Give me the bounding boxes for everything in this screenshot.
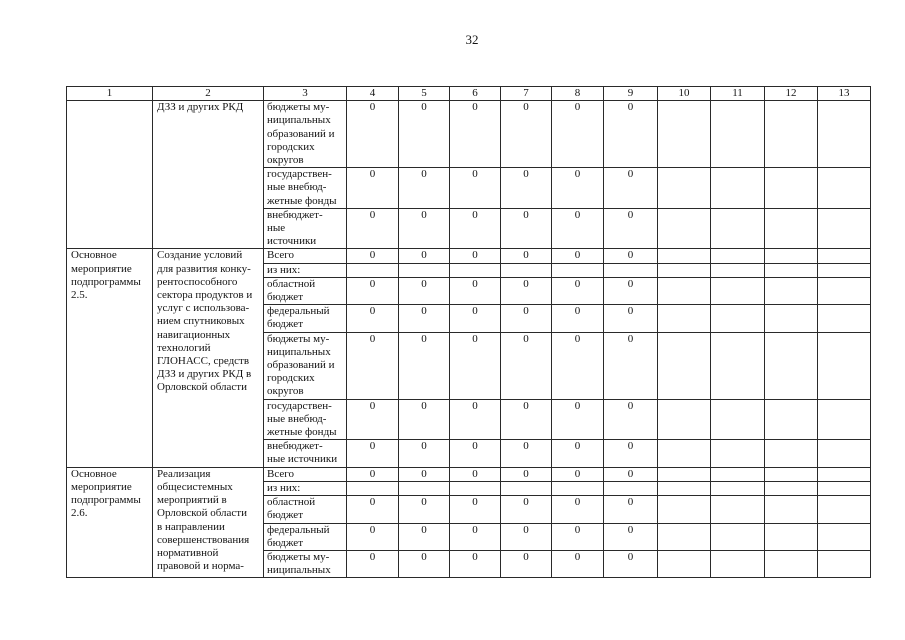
value-cell: 0 [501,496,552,523]
funding-source-cell: бюджеты му- ниципальных [264,550,347,577]
value-cell [765,208,818,249]
column-number-cell: 4 [347,87,399,101]
funding-source-cell: из них: [264,263,347,277]
value-cell: 0 [347,440,399,467]
value-cell [765,440,818,467]
value-cell [658,101,711,168]
value-cell [604,263,658,277]
value-cell [818,101,871,168]
value-cell [818,467,871,481]
value-cell [711,550,765,577]
value-cell [450,263,501,277]
value-cell: 0 [501,399,552,440]
value-cell: 0 [347,332,399,399]
value-cell [658,332,711,399]
column-number-cell: 3 [264,87,347,101]
value-cell: 0 [399,467,450,481]
value-cell [347,481,399,495]
value-cell [818,399,871,440]
value-cell [711,101,765,168]
activity-code-cell: Основное мероприятие подпрограммы 2.5. [67,249,153,467]
value-cell: 0 [604,523,658,550]
value-cell [765,496,818,523]
value-cell: 0 [347,523,399,550]
funding-source-cell: областной бюджет [264,496,347,523]
value-cell: 0 [552,101,604,168]
value-cell [399,263,450,277]
value-cell [818,496,871,523]
activity-name-cell: ДЗЗ и других РКД [153,101,264,249]
value-cell: 0 [552,277,604,304]
value-cell: 0 [347,550,399,577]
value-cell [818,481,871,495]
value-cell: 0 [399,101,450,168]
value-cell: 0 [450,208,501,249]
value-cell [765,550,818,577]
column-number-cell: 6 [450,87,501,101]
value-cell [711,467,765,481]
activity-name-cell: Создание условий для развития конку- рентоспособного сектора продуктов и услуг с использова- нием спутниковых навигационных технологий ГЛОНАСС, средств ДЗЗ и других РКД в Орловской области [153,249,264,467]
value-cell [765,305,818,332]
table-row [67,467,871,481]
column-number-cell: 2 [153,87,264,101]
value-cell [765,481,818,495]
value-cell: 0 [552,523,604,550]
value-cell: 0 [399,332,450,399]
value-cell [711,249,765,263]
value-cell: 0 [604,168,658,209]
value-cell: 0 [501,523,552,550]
value-cell: 0 [399,249,450,263]
value-cell [818,263,871,277]
value-cell: 0 [501,277,552,304]
value-cell: 0 [399,399,450,440]
value-cell: 0 [347,496,399,523]
value-cell [711,168,765,209]
value-cell [765,249,818,263]
value-cell [711,277,765,304]
column-number-cell: 9 [604,87,658,101]
value-cell [818,523,871,550]
value-cell [604,481,658,495]
value-cell [658,305,711,332]
value-cell: 0 [347,168,399,209]
value-cell [658,523,711,550]
column-number-cell: 12 [765,87,818,101]
value-cell [658,440,711,467]
funding-source-cell: федеральный бюджет [264,305,347,332]
value-cell [818,305,871,332]
value-cell [552,263,604,277]
value-cell: 0 [501,305,552,332]
value-cell [765,467,818,481]
value-cell: 0 [450,332,501,399]
funding-source-cell: государствен- ные внебюд- жетные фонды [264,399,347,440]
value-cell [711,399,765,440]
value-cell [818,550,871,577]
value-cell [658,496,711,523]
table-header-row [67,87,871,101]
value-cell: 0 [347,208,399,249]
value-cell: 0 [399,277,450,304]
value-cell [711,332,765,399]
funding-source-cell: федеральный бюджет [264,523,347,550]
value-cell [552,481,604,495]
funding-source-cell: Всего [264,249,347,263]
value-cell: 0 [347,249,399,263]
value-cell [711,305,765,332]
funding-source-cell: бюджеты му- ниципальных образований и городских округов [264,101,347,168]
value-cell [658,277,711,304]
value-cell: 0 [552,467,604,481]
value-cell [818,440,871,467]
value-cell: 0 [501,440,552,467]
value-cell: 0 [552,208,604,249]
value-cell: 0 [399,523,450,550]
value-cell: 0 [552,332,604,399]
value-cell: 0 [501,467,552,481]
value-cell: 0 [347,101,399,168]
value-cell [501,263,552,277]
activity-code-cell [67,101,153,249]
value-cell [765,168,818,209]
value-cell: 0 [604,101,658,168]
value-cell: 0 [399,496,450,523]
value-cell [711,481,765,495]
column-number-cell: 1 [67,87,153,101]
value-cell: 0 [604,467,658,481]
table-row [67,249,871,263]
value-cell: 0 [552,249,604,263]
value-cell: 0 [347,305,399,332]
value-cell: 0 [604,249,658,263]
value-cell [765,523,818,550]
funding-source-cell: государствен- ные внебюд- жетные фонды [264,168,347,209]
value-cell: 0 [399,440,450,467]
funding-source-cell: областной бюджет [264,277,347,304]
value-cell [765,263,818,277]
value-cell: 0 [501,208,552,249]
value-cell [765,277,818,304]
value-cell: 0 [604,399,658,440]
value-cell: 0 [501,168,552,209]
value-cell [658,249,711,263]
value-cell [818,277,871,304]
column-number-cell: 11 [711,87,765,101]
activity-code-cell: Основное мероприятие подпрограммы 2.6. [67,467,153,578]
value-cell: 0 [450,305,501,332]
value-cell: 0 [501,249,552,263]
value-cell: 0 [552,399,604,440]
value-cell: 0 [552,496,604,523]
value-cell [711,208,765,249]
value-cell [711,263,765,277]
value-cell [765,332,818,399]
value-cell [658,208,711,249]
funding-source-cell: из них: [264,481,347,495]
value-cell [658,467,711,481]
value-cell: 0 [604,305,658,332]
value-cell: 0 [347,399,399,440]
value-cell [658,399,711,440]
value-cell: 0 [552,440,604,467]
value-cell [450,481,501,495]
value-cell [399,481,450,495]
value-cell: 0 [347,467,399,481]
value-cell [765,399,818,440]
value-cell: 0 [501,332,552,399]
column-number-cell: 8 [552,87,604,101]
value-cell: 0 [450,277,501,304]
value-cell: 0 [552,305,604,332]
value-cell: 0 [501,101,552,168]
value-cell: 0 [399,550,450,577]
budget-table [66,86,871,578]
value-cell: 0 [604,440,658,467]
table-row [67,101,871,168]
value-cell: 0 [501,550,552,577]
column-number-cell: 13 [818,87,871,101]
value-cell: 0 [604,208,658,249]
value-cell [711,440,765,467]
value-cell: 0 [450,168,501,209]
value-cell [347,263,399,277]
value-cell: 0 [450,440,501,467]
page-number: 32 [465,32,479,47]
value-cell: 0 [450,101,501,168]
value-cell [658,481,711,495]
value-cell [711,496,765,523]
value-cell [818,168,871,209]
value-cell: 0 [347,277,399,304]
value-cell [501,481,552,495]
value-cell: 0 [450,467,501,481]
value-cell: 0 [604,496,658,523]
value-cell [818,208,871,249]
value-cell: 0 [552,168,604,209]
value-cell [711,523,765,550]
value-cell [765,101,818,168]
value-cell: 0 [604,550,658,577]
column-number-cell: 7 [501,87,552,101]
value-cell [818,249,871,263]
value-cell: 0 [604,277,658,304]
activity-name-cell: Реализация общесистемных мероприятий в Орловской области в направлении совершенствования нормативной правовой и норма- [153,467,264,578]
value-cell [658,168,711,209]
value-cell: 0 [399,168,450,209]
value-cell: 0 [399,208,450,249]
funding-source-cell: Всего [264,467,347,481]
funding-source-cell: внебюджет- ные источники [264,208,347,249]
value-cell: 0 [450,523,501,550]
value-cell: 0 [604,332,658,399]
funding-source-cell: внебюджет- ные источники [264,440,347,467]
value-cell: 0 [450,496,501,523]
column-number-cell: 5 [399,87,450,101]
column-number-cell: 10 [658,87,711,101]
value-cell: 0 [399,305,450,332]
value-cell [658,550,711,577]
value-cell: 0 [450,399,501,440]
value-cell: 0 [450,550,501,577]
funding-source-cell: бюджеты му- ниципальных образований и городских округов [264,332,347,399]
value-cell: 0 [450,249,501,263]
value-cell [818,332,871,399]
value-cell [658,263,711,277]
value-cell: 0 [552,550,604,577]
